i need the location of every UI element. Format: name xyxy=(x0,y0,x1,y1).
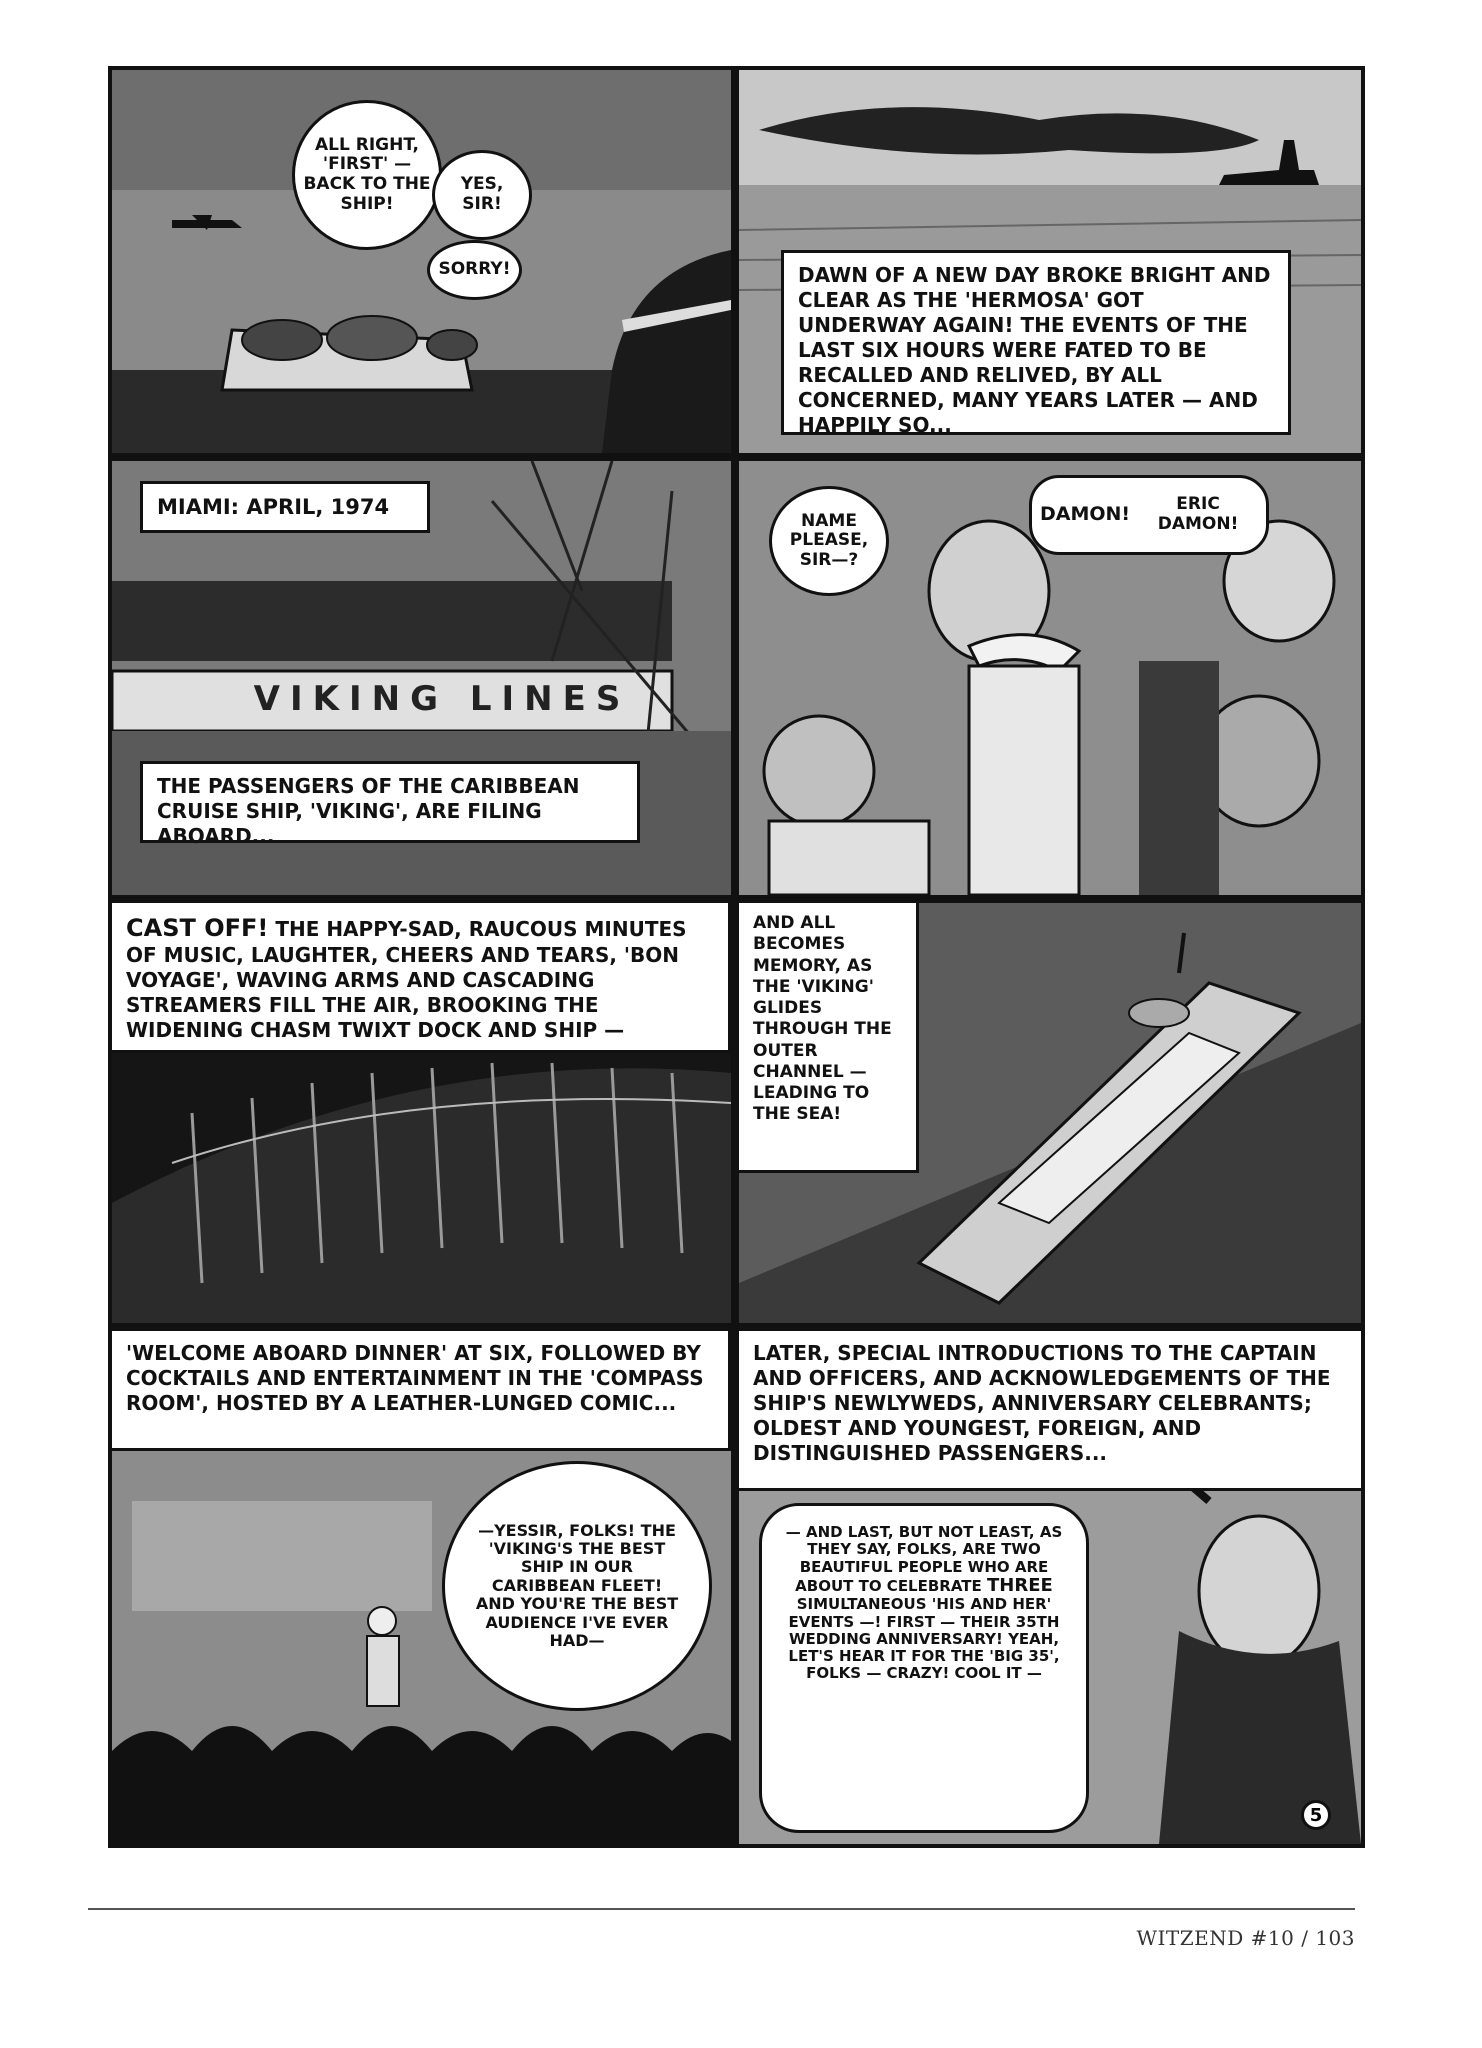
panel-3 xyxy=(112,461,731,895)
panel-5-caption xyxy=(112,903,731,1053)
panel-6-caption-text: AND ALL BECOMES MEMORY, AS THE 'VIKING' GLIDES THROUGH THE OUTER CHANNEL — LEADING TO THE SEA! xyxy=(753,913,892,1125)
panel-1 xyxy=(112,70,731,453)
panel-6 xyxy=(739,903,1361,1323)
panel-5-caption-text: THE HAPPY-SAD, RAUCOUS MINUTES OF MUSIC, LAUGHTER, CHEERS AND TEARS, 'BON VOYAGE', WAVING ARMS AND CASCADING STREAMERS FILL THE AIR, BROOKING THE WIDENING CHASM TWIXT DOCK AND SHIP — xyxy=(126,917,687,1042)
panel-8-bubble-text-a: — AND LAST, BUT NOT LEAST, AS THEY SAY, FOLKS, ARE TWO BEAUTIFUL PEOPLE WHO ARE ABOUT TO CELEBRATE xyxy=(785,1523,1063,1595)
panel-2-caption xyxy=(781,250,1291,435)
panel-1-bubble-1-text: ALL RIGHT, 'FIRST' — BACK TO THE SHIP! xyxy=(303,134,431,214)
panel-6-caption xyxy=(739,903,919,1173)
panel-1-bubble-1 xyxy=(292,100,442,250)
panel-8-bubble-bold: THREE xyxy=(987,1574,1053,1596)
footer-rule xyxy=(88,1908,1355,1910)
panel-7-caption-text: 'WELCOME ABOARD DINNER' AT SIX, FOLLOWED BY COCKTAILS AND ENTERTAINMENT IN THE 'COMPASS ROOM', HOSTED BY A LEATHER-LUNGED COMIC... xyxy=(126,1341,704,1415)
panel-8-bubble-text-b: SIMULTANEOUS 'HIS AND HER' EVENTS —! FIRST — THEIR 35TH WEDDING ANNIVERSARY! YEAH, LET'S HEAR IT FOR THE 'BIG 35', FOLKS — CRAZY! COOL IT — xyxy=(788,1595,1060,1683)
panel-5 xyxy=(112,903,731,1323)
comic-page xyxy=(108,66,1365,1848)
panel-8-caption-text: LATER, SPECIAL INTRODUCTIONS TO THE CAPTAIN AND OFFICERS, AND ACKNOWLEDGEMENTS OF THE SHIP'S NEWLYWEDS, ANNIVERSARY CELEBRANTS; OLDEST AND YOUNGEST, FOREIGN, AND DISTINGUISHED PASSENGERS... xyxy=(753,1341,1331,1465)
panel-4-bubble-2 xyxy=(1029,475,1269,555)
panel-7-bubble xyxy=(442,1461,712,1711)
comic-page-number xyxy=(1301,1800,1331,1830)
panel-7-caption xyxy=(112,1331,731,1451)
panel-5-caption-bold: CAST OFF! xyxy=(126,914,269,942)
panel-7-bubble-text: —YESSIR, FOLKS! THE 'VIKING'S THE BEST SHIP IN OUR CARIBBEAN FLEET! AND YOU'RE THE BEST AUDIENCE I'VE EVER HAD— xyxy=(475,1520,679,1650)
panel-4-bubble-2-bold: DAMON! xyxy=(1040,503,1131,526)
panel-1-bubble-3 xyxy=(427,240,522,300)
panel-2 xyxy=(739,70,1361,453)
panel-1-bubble-3-text: SORRY! xyxy=(438,259,511,280)
panel-4-bubble-2-text: ERIC DAMON! xyxy=(1157,494,1239,534)
panel-8-caption xyxy=(739,1331,1361,1491)
panel-4-bubble-1-text: NAME PLEASE, SIR—? xyxy=(789,510,869,570)
footer-folio: WITZEND #10 / 103 xyxy=(1136,1926,1355,1950)
panel-3-caption xyxy=(140,761,640,848)
panel-3-caption-text: THE PASSENGERS OF THE CARIBBEAN CRUISE SHIP, 'VIKING', ARE FILING ABOARD... xyxy=(157,774,580,848)
panel-1-bubble-2-text: YES, SIR! xyxy=(460,174,504,214)
panel-8 xyxy=(739,1331,1361,1844)
panel-7 xyxy=(112,1331,731,1844)
panel-4-bubble-1 xyxy=(769,486,889,596)
panel-8-bubble xyxy=(759,1503,1089,1833)
panel-3-sign-text: VIKING LINES xyxy=(253,679,631,719)
comic-page-number-text: 5 xyxy=(1309,1804,1323,1826)
panel-3-sign xyxy=(222,679,662,719)
panel-2-caption-text: DAWN OF A NEW DAY BROKE BRIGHT AND CLEAR AS THE 'HERMOSA' GOT UNDERWAY AGAIN! THE EVENTS OF THE LAST SIX HOURS WERE FATED TO BE RECALLED AND RELIVED, BY ALL CONCERNED, MANY YEARS LATER — AND HAPPILY SO... xyxy=(798,263,1271,437)
panel-3-location-caption-text: MIAMI: APRIL, 1974 xyxy=(157,495,390,519)
panel-3-location-caption xyxy=(140,481,430,533)
panel-1-bubble-2 xyxy=(432,150,532,240)
panel-4 xyxy=(739,461,1361,895)
